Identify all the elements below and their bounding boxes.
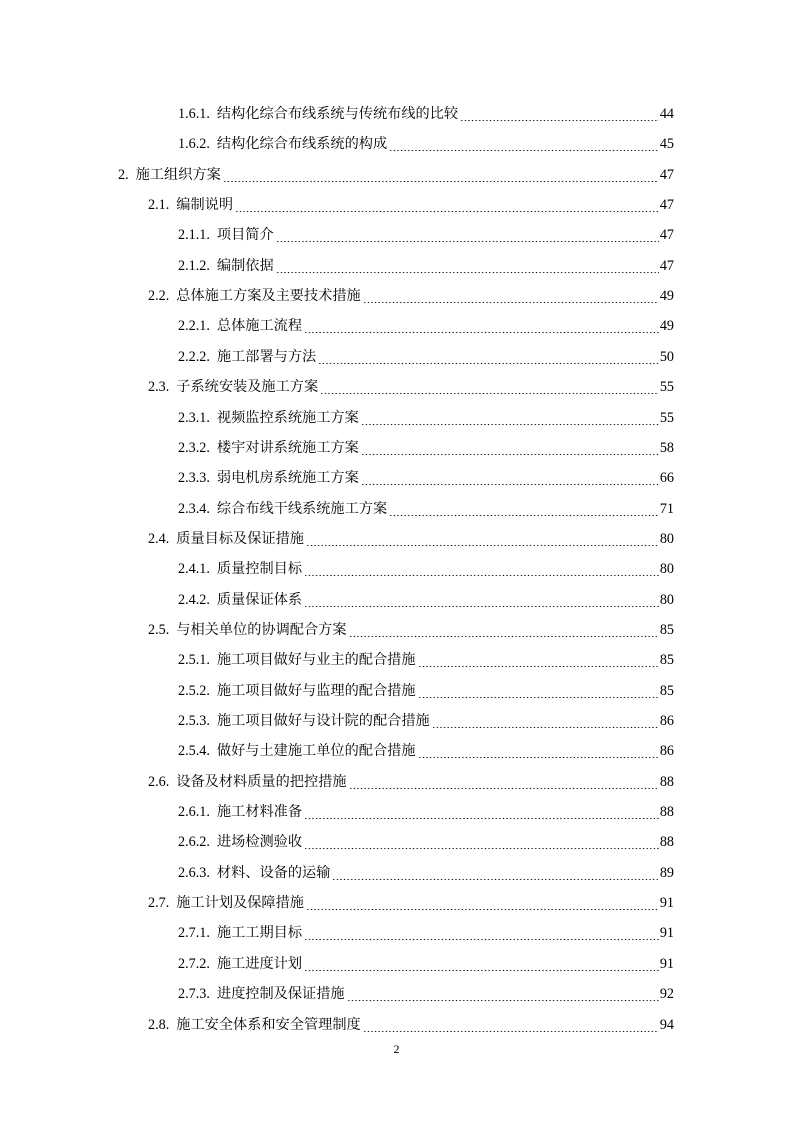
toc-entry-number: 2.7.1. bbox=[178, 925, 210, 942]
toc-entry-page: 55 bbox=[659, 379, 674, 396]
toc-entry-number: 2.4.2. bbox=[178, 591, 210, 608]
toc-entry-number: 2.6.2. bbox=[178, 834, 210, 851]
toc-leader-dots bbox=[276, 256, 659, 276]
toc-entry-title: 总体施工方案及主要技术措施 bbox=[176, 288, 361, 305]
toc-leader-dots bbox=[304, 954, 659, 974]
toc-entry-number: 2.5.3. bbox=[178, 713, 210, 729]
toc-entry-title: 进度控制及保证措施 bbox=[216, 986, 345, 1003]
toc-entry-number: 2.6.1. bbox=[178, 804, 210, 821]
toc-entry-title: 项目简介 bbox=[216, 227, 274, 244]
toc-leader-dots bbox=[363, 286, 659, 306]
page-number: 2 bbox=[393, 1042, 400, 1056]
toc-entry-page: 80 bbox=[659, 530, 674, 547]
toc-entry-title: 综合布线干线系统施工方案 bbox=[216, 500, 388, 517]
toc-entry-title: 质量保证体系 bbox=[216, 591, 303, 608]
toc-entry-title: 进场检测验收 bbox=[216, 834, 303, 851]
toc-entry-title: 弱电机房系统施工方案 bbox=[216, 470, 359, 487]
toc-entry-number: 2.6. bbox=[148, 773, 170, 790]
toc-entry[interactable] bbox=[178, 948, 674, 974]
toc-entry-page: 80 bbox=[659, 591, 674, 608]
toc-entry[interactable] bbox=[178, 796, 674, 822]
toc-entry-page: 55 bbox=[659, 409, 674, 426]
toc-entry[interactable] bbox=[148, 523, 674, 549]
toc-entry[interactable] bbox=[178, 735, 674, 761]
toc-leader-dots bbox=[320, 377, 659, 397]
toc-entry-title: 总体施工流程 bbox=[216, 318, 303, 335]
toc-entry-number: 2.3. bbox=[148, 379, 170, 396]
toc-entry-page: 44 bbox=[659, 106, 674, 122]
toc-entry-title: 施工项目做好与业主的配合措施 bbox=[216, 652, 416, 669]
toc-entry[interactable] bbox=[118, 159, 674, 185]
toc-entry[interactable] bbox=[178, 432, 674, 458]
toc-entry[interactable] bbox=[178, 128, 674, 154]
toc-entry[interactable] bbox=[178, 98, 674, 124]
toc-entry-number: 2.7.2. bbox=[178, 955, 210, 972]
toc-entry-title: 质量目标及保证措施 bbox=[176, 530, 304, 547]
toc-entry-page: 88 bbox=[659, 773, 674, 790]
toc-entry-page: 49 bbox=[659, 288, 674, 305]
toc-entry-number: 2.1.2. bbox=[178, 257, 210, 274]
toc-entry[interactable] bbox=[148, 1009, 674, 1035]
toc-entry[interactable] bbox=[178, 219, 674, 245]
toc-leader-dots bbox=[418, 681, 659, 701]
toc-entry-number: 2.5.1. bbox=[178, 652, 210, 669]
toc-entry-page: 85 bbox=[659, 652, 674, 669]
toc-entry-page: 91 bbox=[659, 895, 674, 912]
toc-entry-page: 91 bbox=[659, 955, 674, 972]
toc-entry[interactable] bbox=[148, 280, 674, 306]
toc-entry-title: 施工部署与方法 bbox=[216, 348, 317, 365]
toc-leader-dots bbox=[460, 104, 659, 124]
toc-leader-dots bbox=[304, 802, 659, 822]
toc-entry-page: 85 bbox=[659, 682, 674, 699]
toc-entry-page: 86 bbox=[659, 743, 674, 760]
toc-entry-number: 2.2. bbox=[148, 288, 170, 305]
toc-entry-page: 50 bbox=[659, 348, 674, 365]
toc-entry-title: 编制说明 bbox=[176, 197, 234, 214]
toc-leader-dots bbox=[304, 832, 659, 852]
toc-entry[interactable] bbox=[148, 189, 674, 215]
toc-leader-dots bbox=[304, 316, 659, 336]
toc-leader-dots bbox=[235, 195, 659, 215]
toc-leader-dots bbox=[276, 225, 659, 245]
toc-entry[interactable] bbox=[178, 402, 674, 428]
toc-entry-page: 91 bbox=[659, 925, 674, 942]
toc-entry-number: 2.3.2. bbox=[178, 439, 210, 456]
toc-entry[interactable] bbox=[178, 493, 674, 519]
toc-entry-number: 2.3.4. bbox=[178, 500, 210, 517]
toc-entry-number: 2.6.3. bbox=[178, 864, 210, 881]
toc-entry-page: 47 bbox=[659, 166, 674, 183]
toc-entry-page: 47 bbox=[659, 227, 674, 244]
toc-entry-number: 2.2.2. bbox=[178, 348, 210, 365]
toc-entry-number: 2.4.1. bbox=[178, 561, 210, 578]
toc-entry[interactable] bbox=[178, 341, 674, 367]
toc-entry-page: 47 bbox=[659, 257, 674, 274]
toc-entry-page: 45 bbox=[659, 136, 674, 153]
toc-leader-dots bbox=[418, 650, 659, 670]
toc-entry-number: 2.4. bbox=[148, 530, 170, 547]
toc-entry-page: 47 bbox=[659, 197, 674, 214]
toc-leader-dots bbox=[223, 165, 659, 185]
toc-entry-number: 2.3.3. bbox=[178, 470, 210, 487]
toc-entry-number: 2.5. bbox=[148, 621, 170, 638]
toc-entry-title: 施工组织方案 bbox=[135, 166, 221, 183]
toc-leader-dots bbox=[389, 499, 659, 519]
toc-leader-dots bbox=[304, 590, 659, 610]
toc-entry-title: 施工工期目标 bbox=[216, 925, 303, 942]
toc-leader-dots bbox=[363, 1015, 659, 1035]
toc-entry[interactable] bbox=[178, 584, 674, 610]
toc-entry-number: 1.6.2. bbox=[178, 136, 210, 153]
toc-entry-title: 与相关单位的协调配合方案 bbox=[176, 621, 347, 638]
toc-entry-title: 施工项目做好与监理的配合措施 bbox=[216, 682, 416, 699]
toc-leader-dots bbox=[361, 408, 659, 428]
toc-leader-dots bbox=[349, 772, 659, 792]
toc-entry[interactable] bbox=[178, 675, 674, 701]
toc-entry-page: 49 bbox=[659, 318, 674, 335]
toc-entry-title: 子系统安装及施工方案 bbox=[176, 379, 319, 396]
toc-entry-number: 2.5.4. bbox=[178, 743, 210, 760]
toc-entry[interactable] bbox=[178, 857, 674, 883]
toc-leader-dots bbox=[389, 134, 659, 154]
toc-entry[interactable] bbox=[178, 310, 674, 336]
toc-leader-dots bbox=[432, 711, 659, 731]
toc-entry-page: 80 bbox=[659, 561, 674, 578]
toc-entry-title: 楼宇对讲系统施工方案 bbox=[216, 439, 359, 456]
toc-entry[interactable] bbox=[178, 705, 674, 731]
toc-entry-page: 88 bbox=[659, 834, 674, 851]
toc-entry-number: 2.5.2. bbox=[178, 682, 210, 699]
toc-entry-title: 施工进度计划 bbox=[216, 955, 303, 972]
toc-entry-title: 施工项目做好与设计院的配合措施 bbox=[216, 713, 430, 729]
toc-leader-dots bbox=[304, 559, 659, 579]
toc-entry-title: 结构化综合布线系统的构成 bbox=[216, 136, 388, 153]
toc-entry-title: 做好与土建施工单位的配合措施 bbox=[216, 743, 416, 760]
toc-entry[interactable] bbox=[178, 553, 674, 579]
toc-entry-title: 施工材料准备 bbox=[216, 804, 303, 821]
toc-entry-page: 94 bbox=[659, 1016, 674, 1033]
toc-leader-dots bbox=[361, 438, 659, 458]
toc-entry[interactable] bbox=[178, 644, 674, 670]
toc-entry-number: 2.3.1. bbox=[178, 409, 210, 426]
toc-leader-dots bbox=[304, 923, 659, 943]
toc-leader-dots bbox=[318, 347, 659, 367]
toc-entry-number: 2.8. bbox=[148, 1016, 170, 1033]
toc-entry-number: 1.6.1. bbox=[178, 106, 210, 122]
toc-entry-page: 71 bbox=[659, 500, 674, 517]
toc-entry[interactable] bbox=[178, 826, 674, 852]
toc-entry-number: 2.1. bbox=[148, 197, 170, 214]
toc-leader-dots bbox=[361, 468, 659, 488]
toc-entry-page: 89 bbox=[659, 864, 674, 881]
toc-leader-dots bbox=[306, 893, 659, 913]
toc-entry[interactable] bbox=[148, 614, 674, 640]
toc-leader-dots bbox=[418, 741, 659, 761]
toc-entry[interactable] bbox=[178, 917, 674, 943]
toc-entry-title: 设备及材料质量的把控措施 bbox=[176, 773, 347, 790]
toc-entry-number: 2. bbox=[118, 166, 129, 183]
toc-entry-title: 施工计划及保障措施 bbox=[176, 895, 304, 912]
toc-entry-number: 2.7. bbox=[148, 895, 170, 912]
toc-entry-title: 编制依据 bbox=[216, 257, 274, 274]
toc-leader-dots bbox=[349, 620, 659, 640]
toc-entry-title: 结构化综合布线系统与传统布线的比较 bbox=[216, 106, 459, 122]
toc-entry[interactable] bbox=[178, 462, 674, 488]
toc-entry[interactable] bbox=[148, 371, 674, 397]
toc-entry-page: 85 bbox=[659, 621, 674, 638]
toc-entry-number: 2.7.3. bbox=[178, 986, 210, 1003]
toc-entry-number: 2.2.1. bbox=[178, 318, 210, 335]
toc-entry-title: 质量控制目标 bbox=[216, 561, 303, 578]
toc-entry-page: 88 bbox=[659, 804, 674, 821]
toc-leader-dots bbox=[306, 529, 659, 549]
toc-entry-number: 2.1.1. bbox=[178, 227, 210, 244]
toc-entry-title: 视频监控系统施工方案 bbox=[216, 409, 359, 426]
toc-leader-dots bbox=[347, 984, 659, 1004]
toc-entry-page: 86 bbox=[659, 713, 674, 729]
toc-entry-title: 材料、设备的运输 bbox=[216, 864, 331, 881]
toc-entry-title: 施工安全体系和安全管理制度 bbox=[176, 1016, 361, 1033]
toc-entry-page: 92 bbox=[659, 986, 674, 1003]
toc-entry[interactable] bbox=[148, 766, 674, 792]
toc-entry[interactable] bbox=[178, 978, 674, 1004]
toc-leader-dots bbox=[332, 863, 658, 883]
toc-entry[interactable] bbox=[148, 887, 674, 913]
toc-entry-page: 58 bbox=[659, 439, 674, 456]
toc-entry-page: 66 bbox=[659, 470, 674, 487]
toc-entry[interactable] bbox=[178, 250, 674, 276]
